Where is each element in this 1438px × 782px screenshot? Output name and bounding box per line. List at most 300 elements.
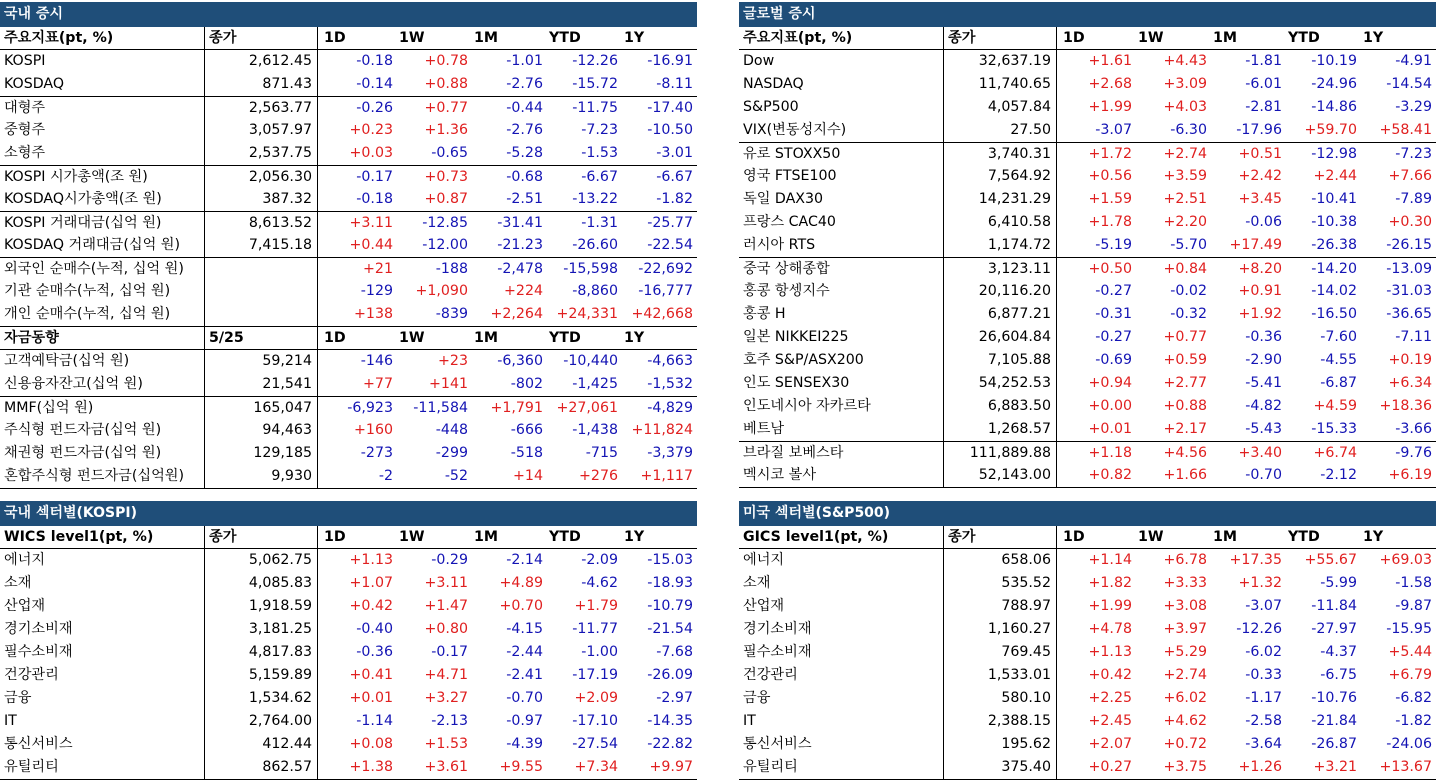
row-close: 2,388.15 [944, 710, 1057, 733]
value-1d: -273 [360, 445, 393, 461]
value-1d: +1.14 [1088, 552, 1132, 568]
row-close: 5,159.89 [205, 664, 318, 687]
value-1y: -3.66 [1395, 421, 1432, 437]
value-1w: +141 [429, 376, 468, 392]
value-1w: +0.78 [424, 53, 468, 69]
value-1w: -299 [435, 445, 468, 461]
value-1w: +3.59 [1163, 168, 1207, 184]
value-1m: -0.06 [1245, 214, 1282, 230]
value-1m: -3.07 [1245, 598, 1282, 614]
value-1y: -22,692 [638, 261, 693, 277]
value-ytd: -17.19 [572, 667, 618, 683]
value-1m: -6,360 [497, 353, 543, 369]
row-close [205, 303, 318, 326]
header-ytd: YTD [549, 529, 581, 545]
row-name: 소재 [0, 572, 205, 595]
value-1w: +2.20 [1163, 214, 1207, 230]
row-close: 59,214 [205, 350, 318, 373]
global-market-panel [739, 2, 1436, 488]
value-1y: -3.01 [656, 145, 693, 161]
value-1w: +3.11 [424, 575, 468, 591]
value-1m: -17.96 [1236, 122, 1282, 138]
table-row [739, 188, 1436, 211]
header-1y: 1Y [1363, 529, 1384, 545]
row-close [205, 280, 318, 303]
table-header-row [0, 326, 697, 350]
row-name: KOSPI [0, 50, 205, 73]
header-ytd: YTD [1288, 529, 1320, 545]
value-1d: +0.50 [1088, 261, 1132, 277]
row-close: 387.32 [205, 188, 318, 211]
value-ytd: +1.79 [574, 598, 618, 614]
value-1y: -4,663 [647, 353, 693, 369]
table-row [0, 618, 697, 641]
row-close: 11,740.65 [944, 73, 1057, 96]
row-close: 32,637.19 [944, 50, 1057, 73]
value-ytd: -15.72 [572, 76, 618, 92]
value-1d: +1.82 [1088, 575, 1132, 591]
value-1d: +21 [363, 261, 393, 277]
value-1y: -10.79 [647, 598, 693, 614]
value-ytd: -1,425 [572, 376, 618, 392]
value-1y: -15.03 [647, 552, 693, 568]
header-ytd: YTD [549, 330, 581, 346]
row-close: 4,085.83 [205, 572, 318, 595]
row-name: 신용융자잔고(십억 원) [0, 373, 205, 396]
value-1d: -0.69 [1095, 352, 1132, 368]
row-name: VIX(변동성지수) [739, 119, 944, 142]
value-1y: -13.09 [1386, 261, 1432, 277]
row-close: 1,534.62 [205, 687, 318, 710]
table-row [739, 664, 1436, 687]
header-label: 주요지표(pt, %) [739, 27, 944, 49]
value-1d: +2.68 [1088, 76, 1132, 92]
table-row [739, 618, 1436, 641]
value-ytd: +2.09 [574, 690, 618, 706]
row-name: 대형주 [0, 97, 205, 119]
row-name: S&P500 [739, 96, 944, 119]
value-ytd: -16.50 [1311, 306, 1357, 322]
table-row [739, 280, 1436, 303]
value-1y: -18.93 [647, 575, 693, 591]
header-1d: 1D [1063, 529, 1085, 545]
value-ytd: +27,061 [556, 400, 618, 416]
value-1d: +0.82 [1088, 467, 1132, 483]
value-1m: -0.97 [506, 713, 543, 729]
value-1m: -0.44 [506, 100, 543, 116]
table-row [0, 73, 697, 96]
row-close: 27.50 [944, 119, 1057, 142]
value-ytd: +276 [579, 468, 618, 484]
value-1y: -17.40 [647, 100, 693, 116]
value-1w: +4.62 [1163, 713, 1207, 729]
value-ytd: -1,438 [572, 422, 618, 438]
table-row [739, 303, 1436, 326]
row-name: 필수소비재 [0, 641, 205, 664]
row-close: 788.97 [944, 595, 1057, 618]
value-1w: +6.02 [1163, 690, 1207, 706]
value-1m: -5.28 [506, 145, 543, 161]
row-close: 1,918.59 [205, 595, 318, 618]
row-name: 인도네시아 자카르타 [739, 395, 944, 418]
value-1d: +1.07 [349, 575, 393, 591]
header-1w: 1W [1138, 30, 1164, 46]
row-name: 베트남 [739, 418, 944, 441]
table-row [0, 211, 697, 234]
row-name: 에너지 [0, 549, 205, 572]
value-1y: -2.97 [656, 690, 693, 706]
row-close: 195.62 [944, 733, 1057, 756]
row-close: 1,174.72 [944, 234, 1057, 257]
value-1m: -0.70 [1245, 467, 1282, 483]
row-close: 412.44 [205, 733, 318, 756]
value-1m: -1.17 [1245, 690, 1282, 706]
table-row [739, 372, 1436, 395]
header-label: WICS level1(pt, %) [0, 526, 205, 548]
row-close: 8,613.52 [205, 212, 318, 234]
table-row [0, 396, 697, 419]
value-ytd: -2.09 [581, 552, 618, 568]
row-close: 1,160.27 [944, 618, 1057, 641]
table-row [0, 257, 697, 280]
value-1m: +0.91 [1238, 283, 1282, 299]
value-ytd: -10,440 [563, 353, 618, 369]
value-1y: -25.77 [647, 215, 693, 231]
value-ytd: -10.38 [1311, 214, 1357, 230]
row-close: 111,889.88 [944, 442, 1057, 464]
value-1w: +0.73 [424, 169, 468, 185]
value-1w: +3.09 [1163, 76, 1207, 92]
value-1y: -22.82 [647, 736, 693, 752]
value-1m: -2.51 [506, 191, 543, 207]
value-ytd: -24.96 [1311, 76, 1357, 92]
value-1y: -7.23 [1395, 146, 1432, 162]
row-close: 862.57 [205, 756, 318, 779]
value-1m: +8.20 [1238, 261, 1282, 277]
value-1m: -802 [510, 376, 543, 392]
value-1d: +1.13 [1088, 644, 1132, 660]
value-1d: -0.40 [356, 621, 393, 637]
value-1y: -7.68 [656, 644, 693, 660]
table-row [0, 465, 697, 489]
header-1m: 1M [474, 30, 498, 46]
table-row [739, 165, 1436, 188]
table-row [0, 419, 697, 442]
value-1m: -2.41 [506, 667, 543, 683]
value-1y: +0.19 [1388, 352, 1432, 368]
row-name: KOSDAQ시가총액(조 원) [0, 188, 205, 211]
table-row [739, 464, 1436, 488]
value-ytd: -21.84 [1311, 713, 1357, 729]
value-ytd: -6.87 [1320, 375, 1357, 391]
value-1d: +0.41 [349, 667, 393, 683]
value-1w: +6.78 [1163, 552, 1207, 568]
row-name: Dow [739, 50, 944, 73]
value-1y: -22.54 [647, 237, 693, 253]
value-1w: -448 [435, 422, 468, 438]
table-row [739, 733, 1436, 756]
value-1y: +69.03 [1379, 552, 1432, 568]
row-name: 홍콩 H [739, 303, 944, 326]
table-row [0, 549, 697, 572]
value-1y: -3,379 [647, 445, 693, 461]
table-row [0, 303, 697, 326]
value-1y: +6.79 [1388, 667, 1432, 683]
value-1y: -24.06 [1386, 736, 1432, 752]
value-1m: +4.89 [499, 575, 543, 591]
value-ytd: -26.87 [1311, 736, 1357, 752]
value-1y: -8.11 [656, 76, 693, 92]
value-1w: -2.13 [431, 713, 468, 729]
value-ytd: -715 [585, 445, 618, 461]
row-name: 에너지 [739, 549, 944, 572]
value-1w: +4.71 [424, 667, 468, 683]
value-ytd: -8,860 [572, 283, 618, 299]
value-1m: -2.90 [1245, 352, 1282, 368]
value-1d: +1.59 [1088, 191, 1132, 207]
value-1d: +138 [354, 306, 393, 322]
value-1m: -31.41 [497, 215, 543, 231]
value-1d: -6,923 [347, 400, 393, 416]
value-ytd: -10.19 [1311, 53, 1357, 69]
row-name: 건강관리 [0, 664, 205, 687]
value-1m: +0.70 [499, 598, 543, 614]
panel-title: 글로벌 증시 [739, 2, 1436, 27]
row-name: 프랑스 CAC40 [739, 211, 944, 234]
value-ytd: -12.26 [572, 53, 618, 69]
value-1w: +0.59 [1163, 352, 1207, 368]
row-close: 6,410.58 [944, 211, 1057, 234]
value-1y: -4,829 [647, 400, 693, 416]
row-name: 소형주 [0, 142, 205, 165]
value-1w: -6.30 [1170, 122, 1207, 138]
header-1w: 1W [399, 330, 425, 346]
value-1w: +0.88 [424, 76, 468, 92]
value-1d: +0.23 [349, 122, 393, 138]
value-ytd: -11.84 [1311, 598, 1357, 614]
table-row [0, 641, 697, 664]
header-1m: 1M [1213, 30, 1237, 46]
row-close: 20,116.20 [944, 280, 1057, 303]
value-ytd: -4.55 [1320, 352, 1357, 368]
row-name: NASDAQ [739, 73, 944, 96]
value-1d: +1.99 [1088, 598, 1132, 614]
row-close: 6,877.21 [944, 303, 1057, 326]
table-row [0, 442, 697, 465]
row-name: KOSDAQ 거래대금(십억 원) [0, 234, 205, 257]
row-name: 산업재 [739, 595, 944, 618]
value-1w: -52 [444, 468, 468, 484]
header-label: GICS level1(pt, %) [739, 526, 944, 548]
value-1y: -7.11 [1395, 329, 1432, 345]
value-1m: -1.81 [1245, 53, 1282, 69]
value-1w: +1,090 [415, 283, 468, 299]
value-ytd: -12.98 [1311, 146, 1357, 162]
header-close: 종가 [944, 526, 1057, 548]
value-1d: -0.18 [356, 53, 393, 69]
value-1m: -0.70 [506, 690, 543, 706]
row-name: 통신서비스 [739, 733, 944, 756]
kr-sector-panel [0, 501, 697, 780]
value-1w: +0.84 [1163, 261, 1207, 277]
value-1y: +5.44 [1388, 644, 1432, 660]
table-row [739, 687, 1436, 710]
value-1m: +3.40 [1238, 445, 1282, 461]
header-close: 5/25 [205, 327, 318, 349]
value-1y: -6.82 [1395, 690, 1432, 706]
header-1d: 1D [1063, 30, 1085, 46]
table-row [0, 119, 697, 142]
row-close: 2,764.00 [205, 710, 318, 733]
value-1w: +0.87 [424, 191, 468, 207]
value-1m: -0.36 [1245, 329, 1282, 345]
value-1m: +14 [513, 468, 543, 484]
row-name: 개인 순매수(누적, 십억 원) [0, 303, 205, 326]
row-close: 94,463 [205, 419, 318, 442]
value-1w: -0.32 [1170, 306, 1207, 322]
value-ytd: +4.59 [1313, 398, 1357, 414]
row-name: 경기소비재 [739, 618, 944, 641]
row-name: IT [0, 710, 205, 733]
value-1m: -5.41 [1245, 375, 1282, 391]
value-1m: -2.76 [506, 122, 543, 138]
row-close: 3,123.11 [944, 258, 1057, 280]
row-close [205, 258, 318, 280]
value-1d: +0.42 [349, 598, 393, 614]
value-1d: +0.27 [1088, 759, 1132, 775]
value-ytd: -27.97 [1311, 621, 1357, 637]
value-1d: -2 [378, 468, 393, 484]
value-1y: -1.82 [1395, 713, 1432, 729]
value-ytd: +7.34 [574, 759, 618, 775]
table-row [739, 50, 1436, 73]
value-1m: +1.92 [1238, 306, 1282, 322]
value-ytd: -13.22 [572, 191, 618, 207]
table-row [739, 549, 1436, 572]
value-1y: -21.54 [647, 621, 693, 637]
value-1w: -839 [435, 306, 468, 322]
value-1d: +0.08 [349, 736, 393, 752]
value-1d: +0.01 [1088, 421, 1132, 437]
value-1m: +17.35 [1229, 552, 1282, 568]
value-ytd: +3.21 [1313, 759, 1357, 775]
value-1m: -2.44 [506, 644, 543, 660]
value-1m: -2,478 [497, 261, 543, 277]
value-1d: -0.31 [1095, 306, 1132, 322]
table-row [0, 572, 697, 595]
value-1d: +3.11 [349, 215, 393, 231]
row-name: 통신서비스 [0, 733, 205, 756]
row-close: 129,185 [205, 442, 318, 465]
value-ytd: -14.20 [1311, 261, 1357, 277]
value-1m: +17.49 [1229, 237, 1282, 253]
row-name: 멕시코 볼사 [739, 464, 944, 487]
row-name: 금융 [739, 687, 944, 710]
value-1w: +3.97 [1163, 621, 1207, 637]
value-1d: +2.07 [1088, 736, 1132, 752]
header-ytd: YTD [1288, 30, 1320, 46]
row-close: 4,817.83 [205, 641, 318, 664]
table-header-row [739, 526, 1436, 549]
table-row [0, 165, 697, 188]
value-ytd: +59.70 [1304, 122, 1357, 138]
table-row [739, 595, 1436, 618]
row-name: 산업재 [0, 595, 205, 618]
value-1w: +1.66 [1163, 467, 1207, 483]
row-name: 고객예탁금(십억 원) [0, 350, 205, 373]
table-row [739, 349, 1436, 372]
table-row [0, 733, 697, 756]
value-1w: +2.17 [1163, 421, 1207, 437]
value-1y: +13.67 [1379, 759, 1432, 775]
panel-title: 미국 섹터별(S&P500) [739, 501, 1436, 526]
row-name: 인도 SENSEX30 [739, 372, 944, 395]
panel-title: 국내 증시 [0, 2, 697, 27]
value-1d: -5.19 [1095, 237, 1132, 253]
value-1y: +9.97 [649, 759, 693, 775]
value-1d: +160 [354, 422, 393, 438]
value-1m: -1.01 [506, 53, 543, 69]
value-ytd: -4.62 [581, 575, 618, 591]
row-name: 혼합주식형 펀드자금(십억원) [0, 465, 205, 488]
header-1y: 1Y [624, 330, 645, 346]
value-ytd: -1.31 [581, 215, 618, 231]
panel-title: 국내 섹터별(KOSPI) [0, 501, 697, 526]
table-row [0, 687, 697, 710]
row-close: 1,533.01 [944, 664, 1057, 687]
value-1y: -1.82 [656, 191, 693, 207]
value-1y: -9.76 [1395, 445, 1432, 461]
value-1m: -12.26 [1236, 621, 1282, 637]
row-name: 홍콩 항셍지수 [739, 280, 944, 303]
value-1y: -31.03 [1386, 283, 1432, 299]
value-1w: +2.77 [1163, 375, 1207, 391]
value-ytd: -15,598 [563, 261, 618, 277]
value-ytd: -27.54 [572, 736, 618, 752]
row-name: 건강관리 [739, 664, 944, 687]
value-1y: -36.65 [1386, 306, 1432, 322]
table-row [0, 188, 697, 211]
value-1d: +1.99 [1088, 99, 1132, 115]
value-1d: +77 [363, 376, 393, 392]
value-1w: +3.61 [424, 759, 468, 775]
value-1d: +1.72 [1088, 146, 1132, 162]
value-ytd: -5.99 [1320, 575, 1357, 591]
value-1y: +11,824 [631, 422, 693, 438]
value-1y: +42,668 [631, 306, 693, 322]
value-1y: -7.89 [1395, 191, 1432, 207]
value-1d: -0.36 [356, 644, 393, 660]
value-1d: +2.25 [1088, 690, 1132, 706]
value-1d: +1.38 [349, 759, 393, 775]
row-name: 중국 상해종합 [739, 258, 944, 280]
value-1w: -0.65 [431, 145, 468, 161]
value-1y: -14.35 [647, 713, 693, 729]
row-close: 5,062.75 [205, 549, 318, 572]
table-row [739, 73, 1436, 96]
table-row [0, 234, 697, 257]
row-close: 871.43 [205, 73, 318, 96]
value-1w: +4.56 [1163, 445, 1207, 461]
value-1d: +0.56 [1088, 168, 1132, 184]
row-name: 유틸리티 [739, 756, 944, 779]
value-1w: +3.75 [1163, 759, 1207, 775]
value-1w: +0.77 [424, 100, 468, 116]
value-ytd: -7.23 [581, 122, 618, 138]
row-name: 일본 NIKKEI225 [739, 326, 944, 349]
value-ytd: -6.67 [581, 169, 618, 185]
row-name: 영국 FTSE100 [739, 165, 944, 188]
